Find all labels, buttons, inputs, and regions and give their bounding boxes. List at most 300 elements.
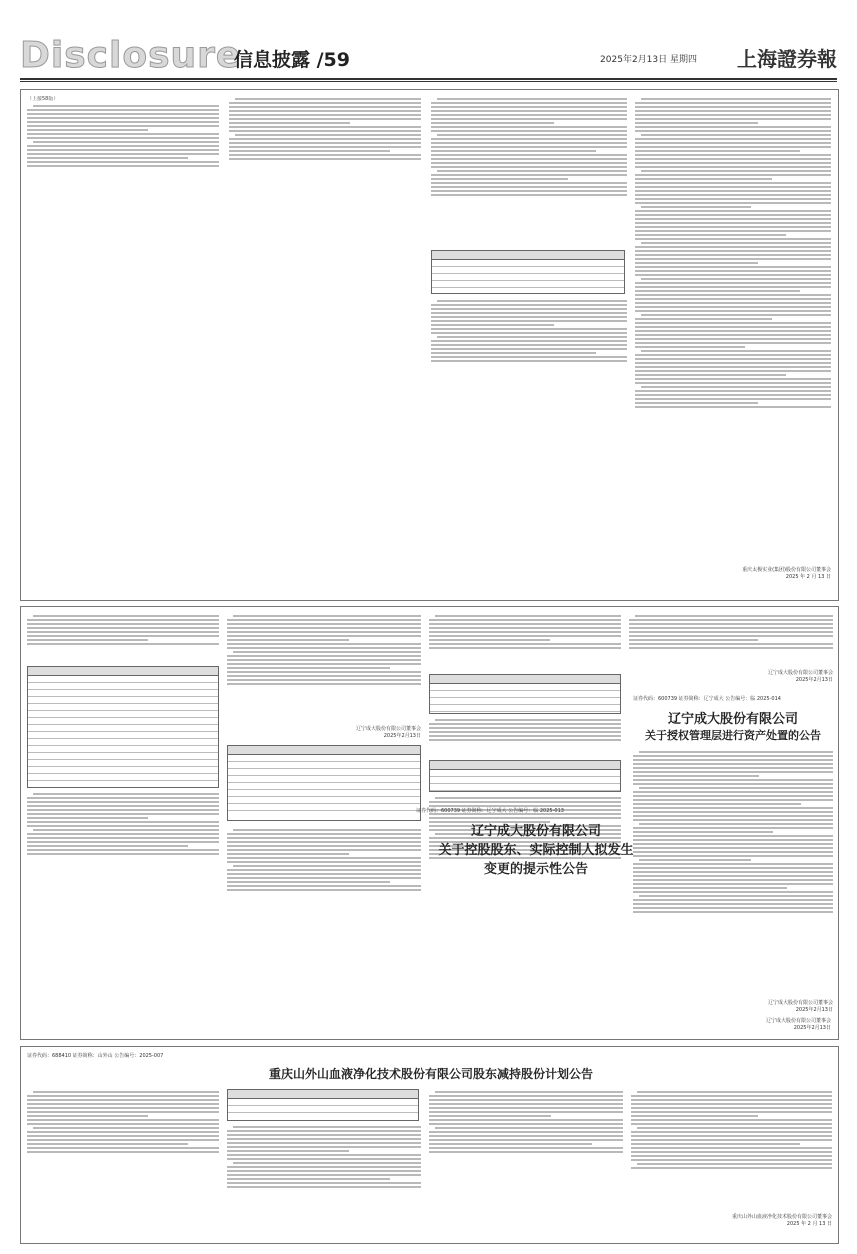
text-line	[635, 226, 831, 228]
text-line	[631, 1107, 832, 1109]
text-line	[633, 911, 833, 913]
text-line	[635, 274, 831, 276]
text-line	[635, 250, 831, 252]
signature-date: 2025年2月13日	[383, 733, 421, 739]
text-line	[27, 1131, 219, 1133]
paper-name: 上海證券報	[737, 47, 837, 71]
signature-date: 2025年2月13日	[793, 1025, 831, 1031]
text-line	[635, 310, 831, 312]
signature: 重庆太极实业(集团)股份有限公司董事会	[742, 567, 831, 573]
data-table	[431, 250, 625, 294]
text-column-2	[229, 96, 421, 594]
text-line	[227, 889, 421, 891]
text-line	[227, 845, 421, 847]
text-line	[33, 1091, 219, 1093]
text-line	[635, 158, 831, 160]
text-line	[227, 853, 349, 855]
text-line	[227, 659, 421, 661]
text-line	[635, 210, 831, 212]
body-text	[429, 613, 621, 671]
text-line	[633, 903, 833, 905]
signature: 重庆山外山血液净化技术股份有限公司董事会	[731, 1214, 832, 1220]
text-line	[633, 867, 833, 869]
text-line	[227, 1150, 349, 1152]
text-line	[635, 346, 745, 348]
body-text	[27, 613, 219, 663]
table-row	[228, 804, 420, 811]
text-line	[635, 222, 831, 224]
text-line	[635, 114, 831, 116]
announcement-meta: 证券代码：600739 证券简称：辽宁成大 公告编号：临 2025-013	[416, 808, 564, 814]
text-line	[429, 619, 621, 621]
text-line	[235, 134, 421, 136]
text-line	[633, 875, 833, 877]
text-line	[635, 266, 831, 268]
text-line	[227, 667, 390, 669]
table-row	[28, 739, 218, 746]
text-line	[633, 771, 833, 773]
text-line	[635, 154, 831, 156]
text-line	[27, 153, 219, 155]
text-line	[229, 146, 421, 148]
text-line	[633, 819, 833, 821]
table-row	[228, 769, 420, 776]
text-line	[635, 234, 786, 236]
text-line	[431, 360, 627, 362]
text-line	[227, 643, 421, 645]
text-line	[639, 787, 833, 789]
text-line	[635, 198, 831, 200]
text-line	[431, 312, 627, 314]
text-line	[27, 1111, 219, 1113]
text-line	[633, 799, 833, 801]
body-text	[227, 827, 421, 1033]
text-line	[635, 366, 831, 368]
text-line	[435, 719, 621, 721]
table-row	[28, 753, 218, 760]
text-line	[629, 627, 833, 629]
body-text	[229, 96, 421, 594]
text-line	[27, 1151, 219, 1153]
text-line	[27, 1095, 219, 1097]
text-line	[431, 182, 627, 184]
text-line	[633, 755, 833, 757]
text-line	[227, 861, 421, 863]
text-line	[435, 1127, 623, 1129]
text-line	[431, 352, 596, 354]
table-header	[430, 675, 620, 684]
text-line	[637, 1163, 832, 1165]
text-line	[635, 182, 831, 184]
text-line	[431, 340, 627, 342]
text-line	[635, 110, 831, 112]
text-line	[635, 194, 831, 196]
text-line	[27, 797, 219, 799]
text-line	[227, 631, 421, 633]
text-line	[635, 390, 831, 392]
table-row	[228, 797, 420, 804]
text-line	[27, 813, 219, 815]
text-line	[635, 342, 831, 344]
text-line	[227, 1158, 421, 1160]
text-line	[631, 1155, 832, 1157]
text-line	[227, 1178, 390, 1180]
text-line	[227, 837, 421, 839]
text-line	[635, 142, 831, 144]
announcement-title-line2: 关于控股股东、实际控制人拟发生	[438, 843, 634, 858]
text-line	[27, 635, 219, 637]
table-row	[228, 790, 420, 797]
signature-date: 2025 年 2 月 13 日	[785, 574, 831, 580]
text-line	[27, 643, 219, 645]
text-line	[431, 324, 554, 326]
text-line	[429, 1111, 623, 1113]
body-text	[631, 1089, 832, 1213]
text-line	[635, 318, 772, 320]
text-line	[227, 877, 421, 879]
text-line	[635, 382, 831, 384]
text-line	[631, 1115, 758, 1117]
text-line	[227, 655, 421, 657]
section-title: 信息披露 /59	[234, 49, 350, 71]
text-line	[633, 851, 833, 853]
text-line	[431, 126, 627, 128]
data-table	[27, 666, 219, 788]
text-line	[227, 1166, 421, 1168]
text-line	[429, 647, 621, 649]
text-line	[27, 639, 148, 641]
text-line	[637, 1127, 832, 1129]
text-column-2	[227, 613, 421, 1033]
text-line	[437, 336, 627, 338]
text-line	[27, 809, 219, 811]
text-line	[633, 887, 787, 889]
text-line	[435, 615, 621, 617]
text-line	[227, 1154, 421, 1156]
text-line	[27, 125, 219, 127]
text-line	[227, 885, 421, 887]
text-line	[429, 627, 621, 629]
text-line	[229, 118, 421, 120]
text-line	[233, 1162, 421, 1164]
text-line	[629, 647, 833, 649]
text-line	[631, 1139, 832, 1141]
text-line	[27, 841, 219, 843]
text-line	[635, 246, 831, 248]
table-row	[430, 777, 620, 784]
text-line	[431, 174, 627, 176]
text-line	[635, 102, 831, 104]
text-line	[629, 643, 833, 645]
table-row	[432, 267, 624, 274]
table-row	[28, 718, 218, 725]
announcement-2	[633, 695, 833, 1013]
table-row	[432, 274, 624, 281]
text-line	[635, 106, 831, 108]
text-line	[27, 805, 219, 807]
text-line	[639, 823, 833, 825]
body-text	[429, 717, 621, 757]
text-line	[431, 146, 627, 148]
text-line	[635, 166, 831, 168]
text-line	[635, 406, 831, 408]
text-line	[635, 126, 831, 128]
text-line	[227, 849, 421, 851]
body-text	[431, 96, 627, 246]
text-line	[431, 154, 627, 156]
table-row	[28, 732, 218, 739]
text-line	[429, 731, 621, 733]
text-column-1	[27, 1089, 219, 1237]
text-line	[429, 1103, 623, 1105]
announcement-title-line1: 辽宁成大股份有限公司	[470, 824, 601, 839]
text-column-3	[431, 96, 627, 594]
text-line	[633, 847, 833, 849]
section-brand: Disclosure	[20, 35, 242, 76]
text-line	[431, 114, 627, 116]
text-line	[27, 1147, 219, 1149]
text-line	[227, 1146, 421, 1148]
text-line	[429, 1119, 623, 1121]
text-line	[27, 619, 219, 621]
body-text	[27, 1089, 219, 1237]
text-line	[641, 98, 831, 100]
text-line	[429, 727, 621, 729]
text-line	[431, 178, 568, 180]
text-line	[635, 218, 831, 220]
header-rule	[20, 78, 837, 80]
text-line	[229, 158, 421, 160]
text-line	[431, 344, 627, 346]
text-line	[635, 238, 831, 240]
text-line	[635, 254, 831, 256]
middle-footer-signature	[581, 1017, 831, 1031]
text-line	[435, 797, 621, 799]
text-line	[641, 242, 831, 244]
text-line	[635, 334, 831, 336]
text-line	[631, 1111, 832, 1113]
text-line	[641, 278, 831, 280]
text-line	[27, 161, 219, 163]
signature: 辽宁成大股份有限公司董事会	[355, 726, 421, 732]
announcement-title-line2: 关于授权管理层进行资产处置的公告	[645, 729, 821, 742]
text-line	[429, 1147, 623, 1149]
text-line	[633, 795, 833, 797]
text-line	[27, 825, 219, 827]
text-line	[431, 356, 627, 358]
text-column-4	[631, 1089, 832, 1237]
text-line	[233, 1126, 421, 1128]
text-line	[641, 386, 831, 388]
text-line	[431, 162, 627, 164]
text-line	[431, 194, 627, 196]
text-line	[227, 1130, 421, 1132]
text-line	[635, 190, 831, 192]
table-row	[28, 676, 218, 683]
text-line	[27, 817, 148, 819]
text-line	[27, 1139, 219, 1141]
text-line	[629, 619, 833, 621]
text-line	[27, 627, 219, 629]
text-line	[227, 1138, 421, 1140]
data-table	[227, 1089, 419, 1121]
text-line	[27, 121, 219, 123]
text-line	[431, 304, 627, 306]
table-row	[432, 260, 624, 267]
text-line	[431, 328, 627, 330]
table-row	[28, 774, 218, 781]
table-row	[228, 1099, 418, 1106]
text-line	[227, 833, 421, 835]
signature: 辽宁成大股份有限公司董事会	[765, 1018, 831, 1024]
text-line	[431, 348, 627, 350]
table-header	[432, 251, 624, 260]
text-line	[635, 615, 833, 617]
text-line	[429, 639, 550, 641]
text-line	[27, 631, 219, 633]
data-table	[227, 745, 421, 821]
text-line	[27, 137, 219, 139]
announcement-meta: 证券代码：688410 证券简称：山外山 公告编号：2025-007	[27, 1053, 164, 1059]
text-line	[633, 831, 773, 833]
text-line	[27, 157, 188, 159]
data-table	[429, 760, 621, 792]
signature-date: 2025年2月13日	[795, 1007, 833, 1013]
bottom-announcement-block	[20, 1046, 839, 1244]
announcement-meta: 证券代码：600739 证券简称：辽宁成大 公告编号：临 2025-014	[633, 696, 781, 702]
text-line	[635, 162, 831, 164]
text-line	[227, 857, 421, 859]
text-line	[431, 158, 627, 160]
text-line	[635, 338, 831, 340]
text-line	[641, 350, 831, 352]
text-line	[27, 623, 219, 625]
text-line	[633, 883, 833, 885]
text-line	[429, 635, 621, 637]
text-line	[635, 122, 758, 124]
text-line	[431, 316, 627, 318]
text-line	[641, 134, 831, 136]
text-line	[33, 615, 219, 617]
text-line	[229, 122, 350, 124]
text-line	[429, 1143, 592, 1145]
table-row	[432, 281, 624, 288]
text-line	[637, 1091, 832, 1093]
text-line	[227, 635, 421, 637]
text-line	[429, 739, 621, 741]
table-row	[430, 784, 620, 791]
table-row	[28, 690, 218, 697]
table-row	[28, 725, 218, 732]
table-row	[28, 697, 218, 704]
text-line	[431, 118, 627, 120]
table-row	[28, 683, 218, 690]
text-line	[33, 1127, 219, 1129]
text-line	[27, 1123, 219, 1125]
table-header	[228, 1090, 418, 1099]
text-line	[431, 166, 627, 168]
text-line	[429, 1107, 623, 1109]
text-line	[631, 1131, 832, 1133]
text-line	[635, 262, 758, 264]
text-line	[235, 98, 421, 100]
text-line	[635, 306, 831, 308]
text-line	[431, 190, 627, 192]
text-line	[633, 791, 833, 793]
table-row	[228, 776, 420, 783]
text-line	[633, 807, 833, 809]
body-text	[629, 613, 833, 669]
text-line	[633, 871, 833, 873]
text-line	[431, 320, 627, 322]
body-text	[429, 1089, 623, 1237]
text-line	[27, 837, 219, 839]
text-line	[233, 829, 421, 831]
text-line	[27, 1107, 219, 1109]
text-line	[33, 141, 219, 143]
text-line	[635, 138, 831, 140]
table-header	[430, 761, 620, 770]
text-line	[233, 651, 421, 653]
text-line	[633, 779, 833, 781]
text-line	[633, 835, 833, 837]
text-line	[635, 362, 831, 364]
text-line	[27, 833, 219, 835]
text-line	[27, 165, 219, 167]
text-line	[629, 631, 833, 633]
text-line	[639, 895, 833, 897]
text-line	[633, 843, 833, 845]
text-line	[227, 869, 421, 871]
announcement-title-line1: 辽宁成大股份有限公司	[667, 712, 798, 727]
text-line	[635, 214, 831, 216]
table-row	[28, 711, 218, 718]
text-line	[27, 849, 219, 851]
text-line	[631, 1159, 832, 1161]
text-line	[27, 1115, 148, 1117]
text-line	[429, 1115, 551, 1117]
text-line	[27, 149, 219, 151]
signature-date: 2025年2月13日	[795, 677, 833, 683]
text-line	[635, 298, 831, 300]
issue-date: 2025年2月13日 星期四	[600, 55, 697, 65]
text-line	[635, 354, 831, 356]
signature: 辽宁成大股份有限公司董事会	[767, 1000, 833, 1006]
text-line	[227, 1170, 421, 1172]
text-line	[437, 98, 627, 100]
body-text	[227, 613, 421, 725]
text-line	[227, 663, 421, 665]
middle-announcement-block	[20, 606, 839, 1040]
text-line	[635, 322, 831, 324]
text-column-3	[429, 1089, 623, 1237]
text-line	[631, 1123, 832, 1125]
text-line	[431, 308, 627, 310]
text-line	[633, 763, 833, 765]
text-line	[227, 675, 421, 677]
text-line	[639, 751, 833, 753]
text-line	[631, 1135, 832, 1137]
text-line	[27, 1119, 219, 1121]
text-line	[635, 330, 831, 332]
text-line	[641, 314, 831, 316]
text-line	[641, 206, 751, 208]
text-line	[227, 683, 421, 685]
text-line	[633, 783, 833, 785]
text-column-1	[27, 613, 219, 1033]
text-line	[429, 623, 621, 625]
text-line	[635, 146, 831, 148]
